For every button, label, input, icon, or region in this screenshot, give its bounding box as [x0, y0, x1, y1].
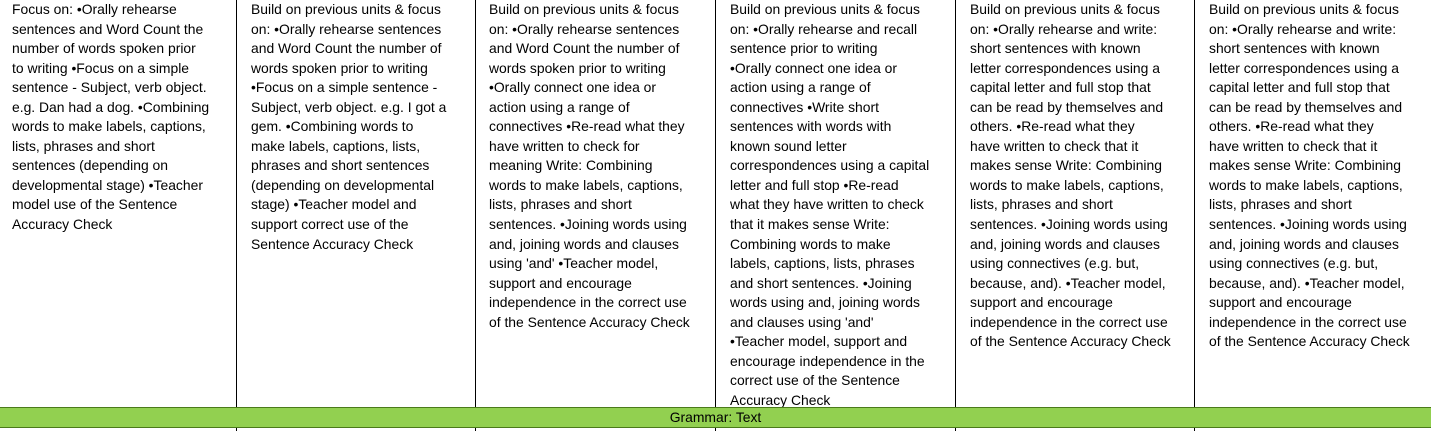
section-header-label: Grammar: Text [669, 409, 762, 425]
table-cell-4: Build on previous units & focus on: •Orally rehearse and recall sentence prior to writing •Orally connect one idea or action using a range of connectives •Write short sentences with words with known sound letter correspondences using a capital letter and full stop •Re-read what they have written to check that it makes sense Write: Combining words to make labels, captions, lists, phrases and short sentences. •Joining words using and, joining words and clauses using 'and' •Teacher model, support and encourage independence in the correct use of the Sentence Accuracy Check [716, 0, 956, 407]
section-header-band [0, 407, 1431, 428]
table-cell-2: Build on previous units & focus on: •Orally rehearse sentences and Word Count the number of words spoken prior to writing •Focus on a simple sentence - Subject, verb object. e.g. I got a gem. •Combining words to make labels, captions, lists, phrases and short sentences (depending on developmental stage) •Teacher model and support correct use of the Sentence Accuracy Check [237, 0, 476, 407]
table-cell-6: Build on previous units & focus on: •Orally rehearse and write: short sentences with known letter correspondences using a capital letter and full stop that can be read by themselves and others. •Re-read what they have written to check that it makes sense Write: Combining words to make labels, captions, lists, phrases and short sentences. •Joining words using and, joining words and clauses using connectives (e.g. but, because, and). •Teacher model, support and encourage independence in the correct use of the Sentence Accuracy Check [1209, 1, 1410, 350]
table-cell-5: Build on previous units & focus on: •Orally rehearse and write: short sentences with known letter correspondences using a capital letter and full stop that can be read by themselves and others. •Re-read what they have written to check that it makes sense Write: Combining words to make labels, captions, lists, phrases and short sentences. •Joining words using and, joining words and clauses using connectives (e.g. but, because, and). •Teacher model, support and encourage independence in the correct use of the Sentence Accuracy Check [956, 0, 1195, 407]
table-cell-3: Build on previous units & focus on: •Orally rehearse sentences and Word Count the number of words spoken prior to writing •Orally connect one idea or action using a range of connectives •Re-read what they have written to check for meaning Write: Combining words to make labels, captions, lists, phrases and short sentences. •Joining words using and, joining words and clauses using 'and' •Teacher model, support and encourage independence in the correct use of the Sentence Accuracy Check [476, 0, 716, 407]
table-cell-1: Focus on: •Orally rehearse sentences and Word Count the number of words spoken prior to writing •Focus on a simple sentence - Subject, verb object. e.g. Dan had a dog. •Combining words to make labels, captions, lists, phrases and short sentences (depending on developmental stage) •Teacher model use of the Sentence Accuracy Check [0, 0, 237, 407]
